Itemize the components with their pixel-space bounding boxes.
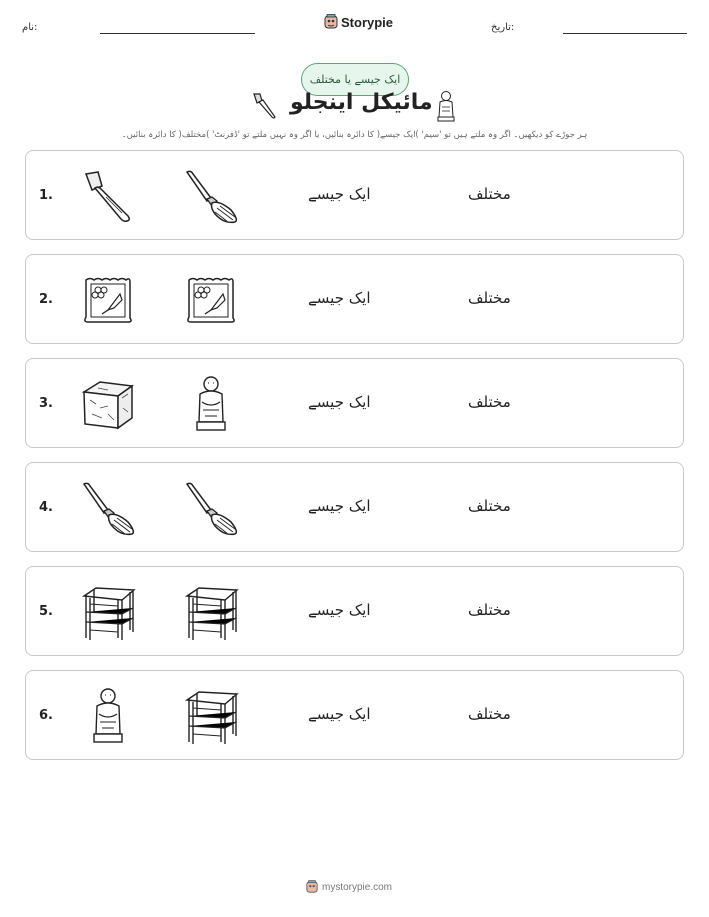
brand-name: Storypie	[341, 14, 394, 30]
row-number: 2.	[39, 292, 53, 307]
footer	[306, 880, 392, 894]
scaffold-icon	[181, 686, 241, 746]
row-number: 1.	[39, 188, 53, 203]
storypie-mascot-icon	[306, 880, 318, 894]
row-number: 5.	[39, 604, 53, 619]
exercise-row	[25, 358, 684, 448]
same-option[interactable]: ایک جیسے	[308, 705, 371, 723]
exercise-row	[25, 254, 684, 344]
different-option[interactable]: مختلف	[468, 185, 511, 203]
same-option[interactable]: ایک جیسے	[308, 497, 371, 515]
chisel-icon	[78, 166, 138, 226]
row-number: 6.	[39, 708, 53, 723]
scaffold-icon	[78, 582, 138, 642]
fresco-tile-icon	[181, 270, 241, 330]
same-or-different-badge: ایک جیسے یا مختلف	[301, 63, 409, 96]
statue-icon	[78, 686, 138, 746]
different-option[interactable]: مختلف	[468, 705, 511, 723]
statue-icon	[436, 90, 456, 122]
same-option[interactable]: ایک جیسے	[308, 393, 371, 411]
different-option[interactable]: مختلف	[468, 393, 511, 411]
different-option[interactable]: مختلف	[468, 497, 511, 515]
same-option[interactable]: ایک جیسے	[308, 289, 371, 307]
row-number: 3.	[39, 396, 53, 411]
exercise-row	[25, 462, 684, 552]
name-line[interactable]	[100, 33, 255, 34]
storypie-mascot-icon	[324, 14, 338, 30]
exercise-row	[25, 150, 684, 240]
name-label: نام:	[22, 22, 38, 33]
date-label: تاریخ:	[491, 22, 515, 33]
different-option[interactable]: مختلف	[468, 601, 511, 619]
page-title: مائیکل اینجلو	[290, 90, 433, 115]
same-option[interactable]: ایک جیسے	[308, 185, 371, 203]
different-option[interactable]: مختلف	[468, 289, 511, 307]
paintbrush-icon	[78, 478, 138, 538]
scaffold-icon	[181, 582, 241, 642]
same-option[interactable]: ایک جیسے	[308, 601, 371, 619]
marble-block-icon	[78, 374, 138, 434]
exercise-row	[25, 566, 684, 656]
footer-url[interactable]: mystorypie.com	[322, 881, 393, 893]
exercise-row	[25, 670, 684, 760]
date-line[interactable]	[563, 33, 687, 34]
row-number: 4.	[39, 500, 53, 515]
brand-logo	[324, 14, 393, 30]
chisel-icon	[250, 91, 278, 121]
instructions: ہر جوڑے کو دیکھیں۔ اگر وہ ملتے ہیں تو 'سیم' )ایک جیسے( کا دائرہ بنائیں، یا اگر وہ نہیں ملتے تو 'ڈفرنٹ' )مختلف( کا دائرہ بنائیں۔	[121, 130, 588, 140]
paintbrush-icon	[181, 478, 241, 538]
paintbrush-icon	[181, 166, 241, 226]
statue-icon	[181, 374, 241, 434]
fresco-tile-icon	[78, 270, 138, 330]
